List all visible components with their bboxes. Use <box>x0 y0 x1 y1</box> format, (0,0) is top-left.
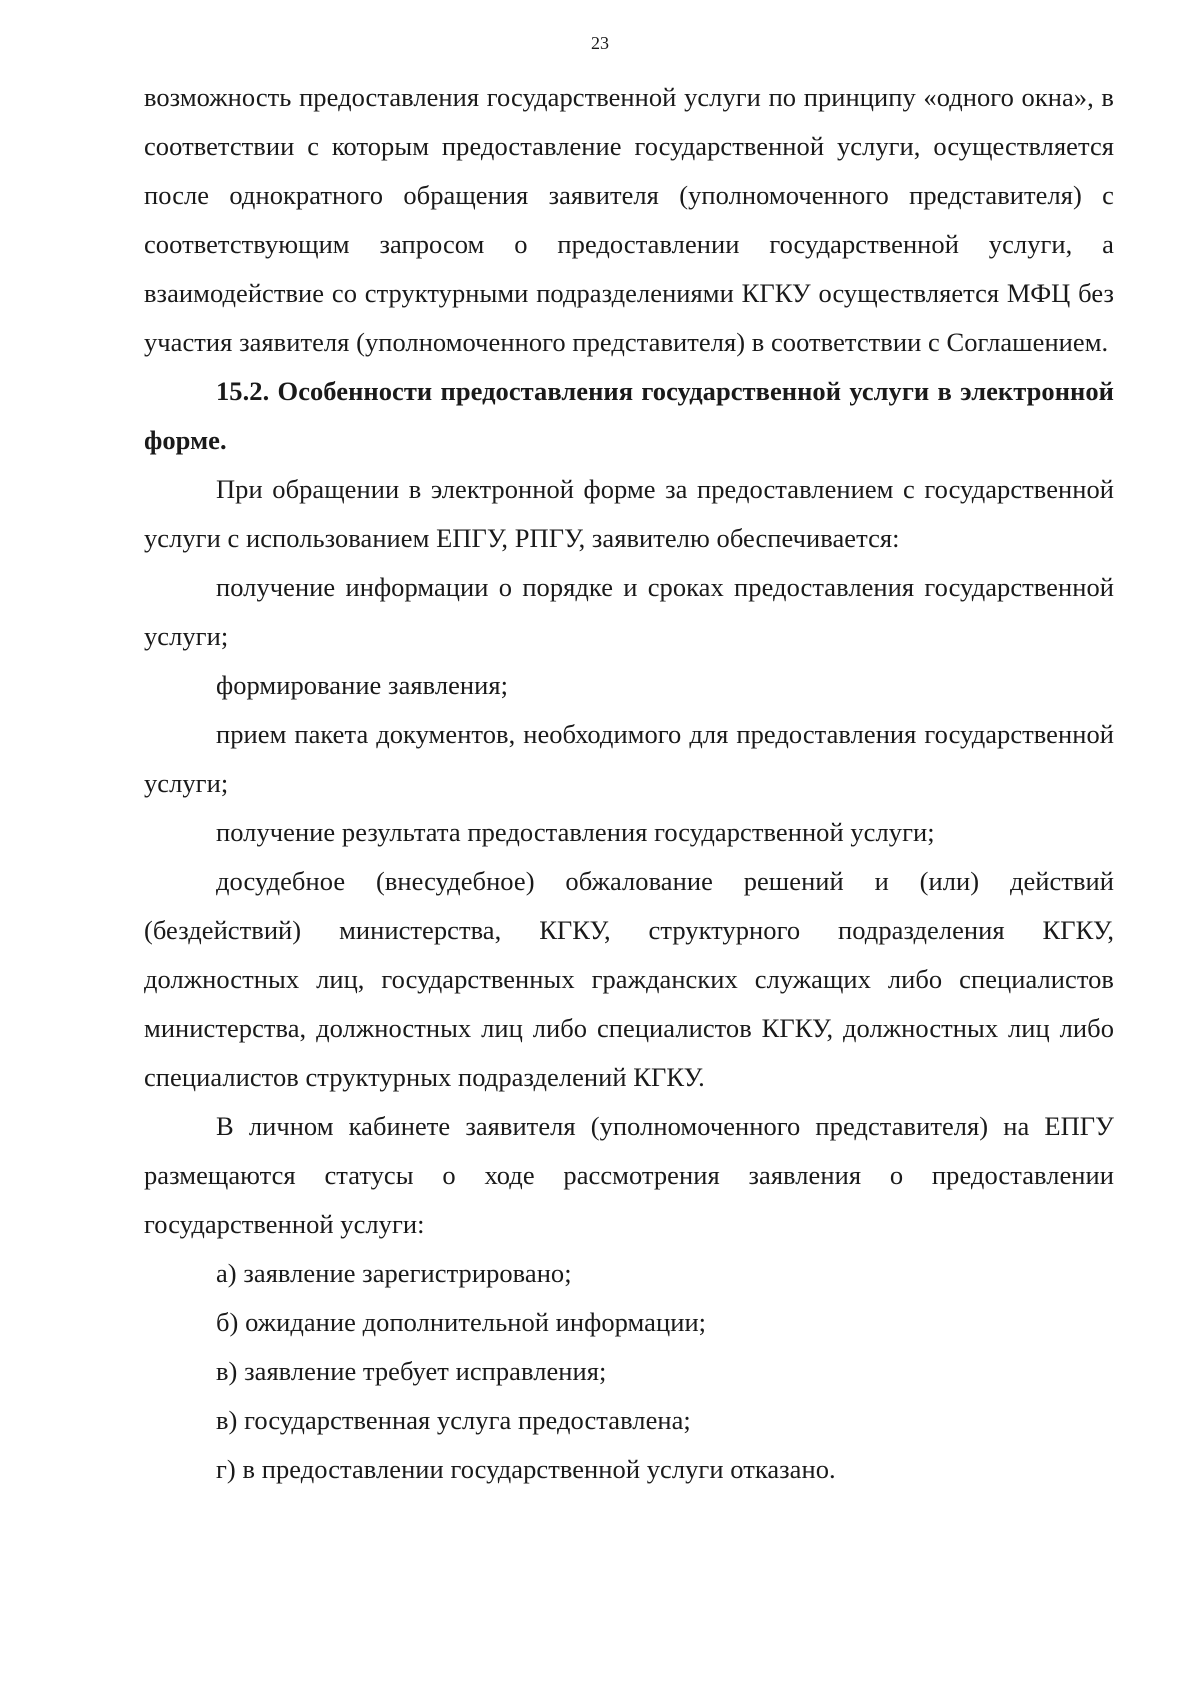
list-item-information: получение информации о порядке и сроках предоставления государственной услуги; <box>144 572 1114 651</box>
paragraph-personal-account: В личном кабинете заявителя (уполномоченного представителя) на ЕПГУ размещаются статусы о ходе рассмотрения заявления о предоставлении государственной услуги: <box>144 1111 1114 1239</box>
list-item-result: получение результата предоставления государственной услуги; <box>216 817 935 847</box>
status-item-v-correction: в) заявление требует исправления; <box>216 1356 607 1386</box>
document-body <box>144 73 1114 1494</box>
page-number: 23 <box>591 33 609 53</box>
status-item-a: а) заявление зарегистрировано; <box>216 1258 572 1288</box>
status-item-g: г) в предоставлении государственной услуги отказано. <box>216 1454 836 1484</box>
paragraph-one-window: возможность предоставления государственной услуги по принципу «одного окна», в соответствии с которым предоставление государственной услуги, осуществляется после однократного обращения заявителя (уполномоченного представителя) с соответствующим запросом о предоставлении государственной услуги, а взаимодействие со структурными подразделениями КГКУ осуществляется МФЦ без участия заявителя (уполномоченного представителя) в соответствии с Соглашением. <box>144 82 1114 357</box>
list-item-form-application: формирование заявления; <box>216 670 509 700</box>
section-heading-15-2: 15.2. Особенности предоставления государственной услуги в электронной форме. <box>144 376 1114 455</box>
status-item-v-provided: в) государственная услуга предоставлена; <box>216 1405 691 1435</box>
status-item-b: б) ожидание дополнительной информации; <box>216 1307 707 1337</box>
paragraph-electronic-application: При обращении в электронной форме за предоставлением с государственной услуги с использованием ЕПГУ, РПГУ, заявителю обеспечивается: <box>144 474 1114 553</box>
list-item-documents: прием пакета документов, необходимого для предоставления государственной услуги; <box>144 719 1114 798</box>
list-item-appeal: досудебное (внесудебное) обжалование решений и (или) действий (бездействий) министерства, КГКУ, структурного подразделения КГКУ, должностных лиц, государственных гражданских служащих либо специалистов министерства, должностных лиц либо специалистов КГКУ, должностных лиц либо специалистов структурных подразделений КГКУ. <box>144 866 1114 1092</box>
